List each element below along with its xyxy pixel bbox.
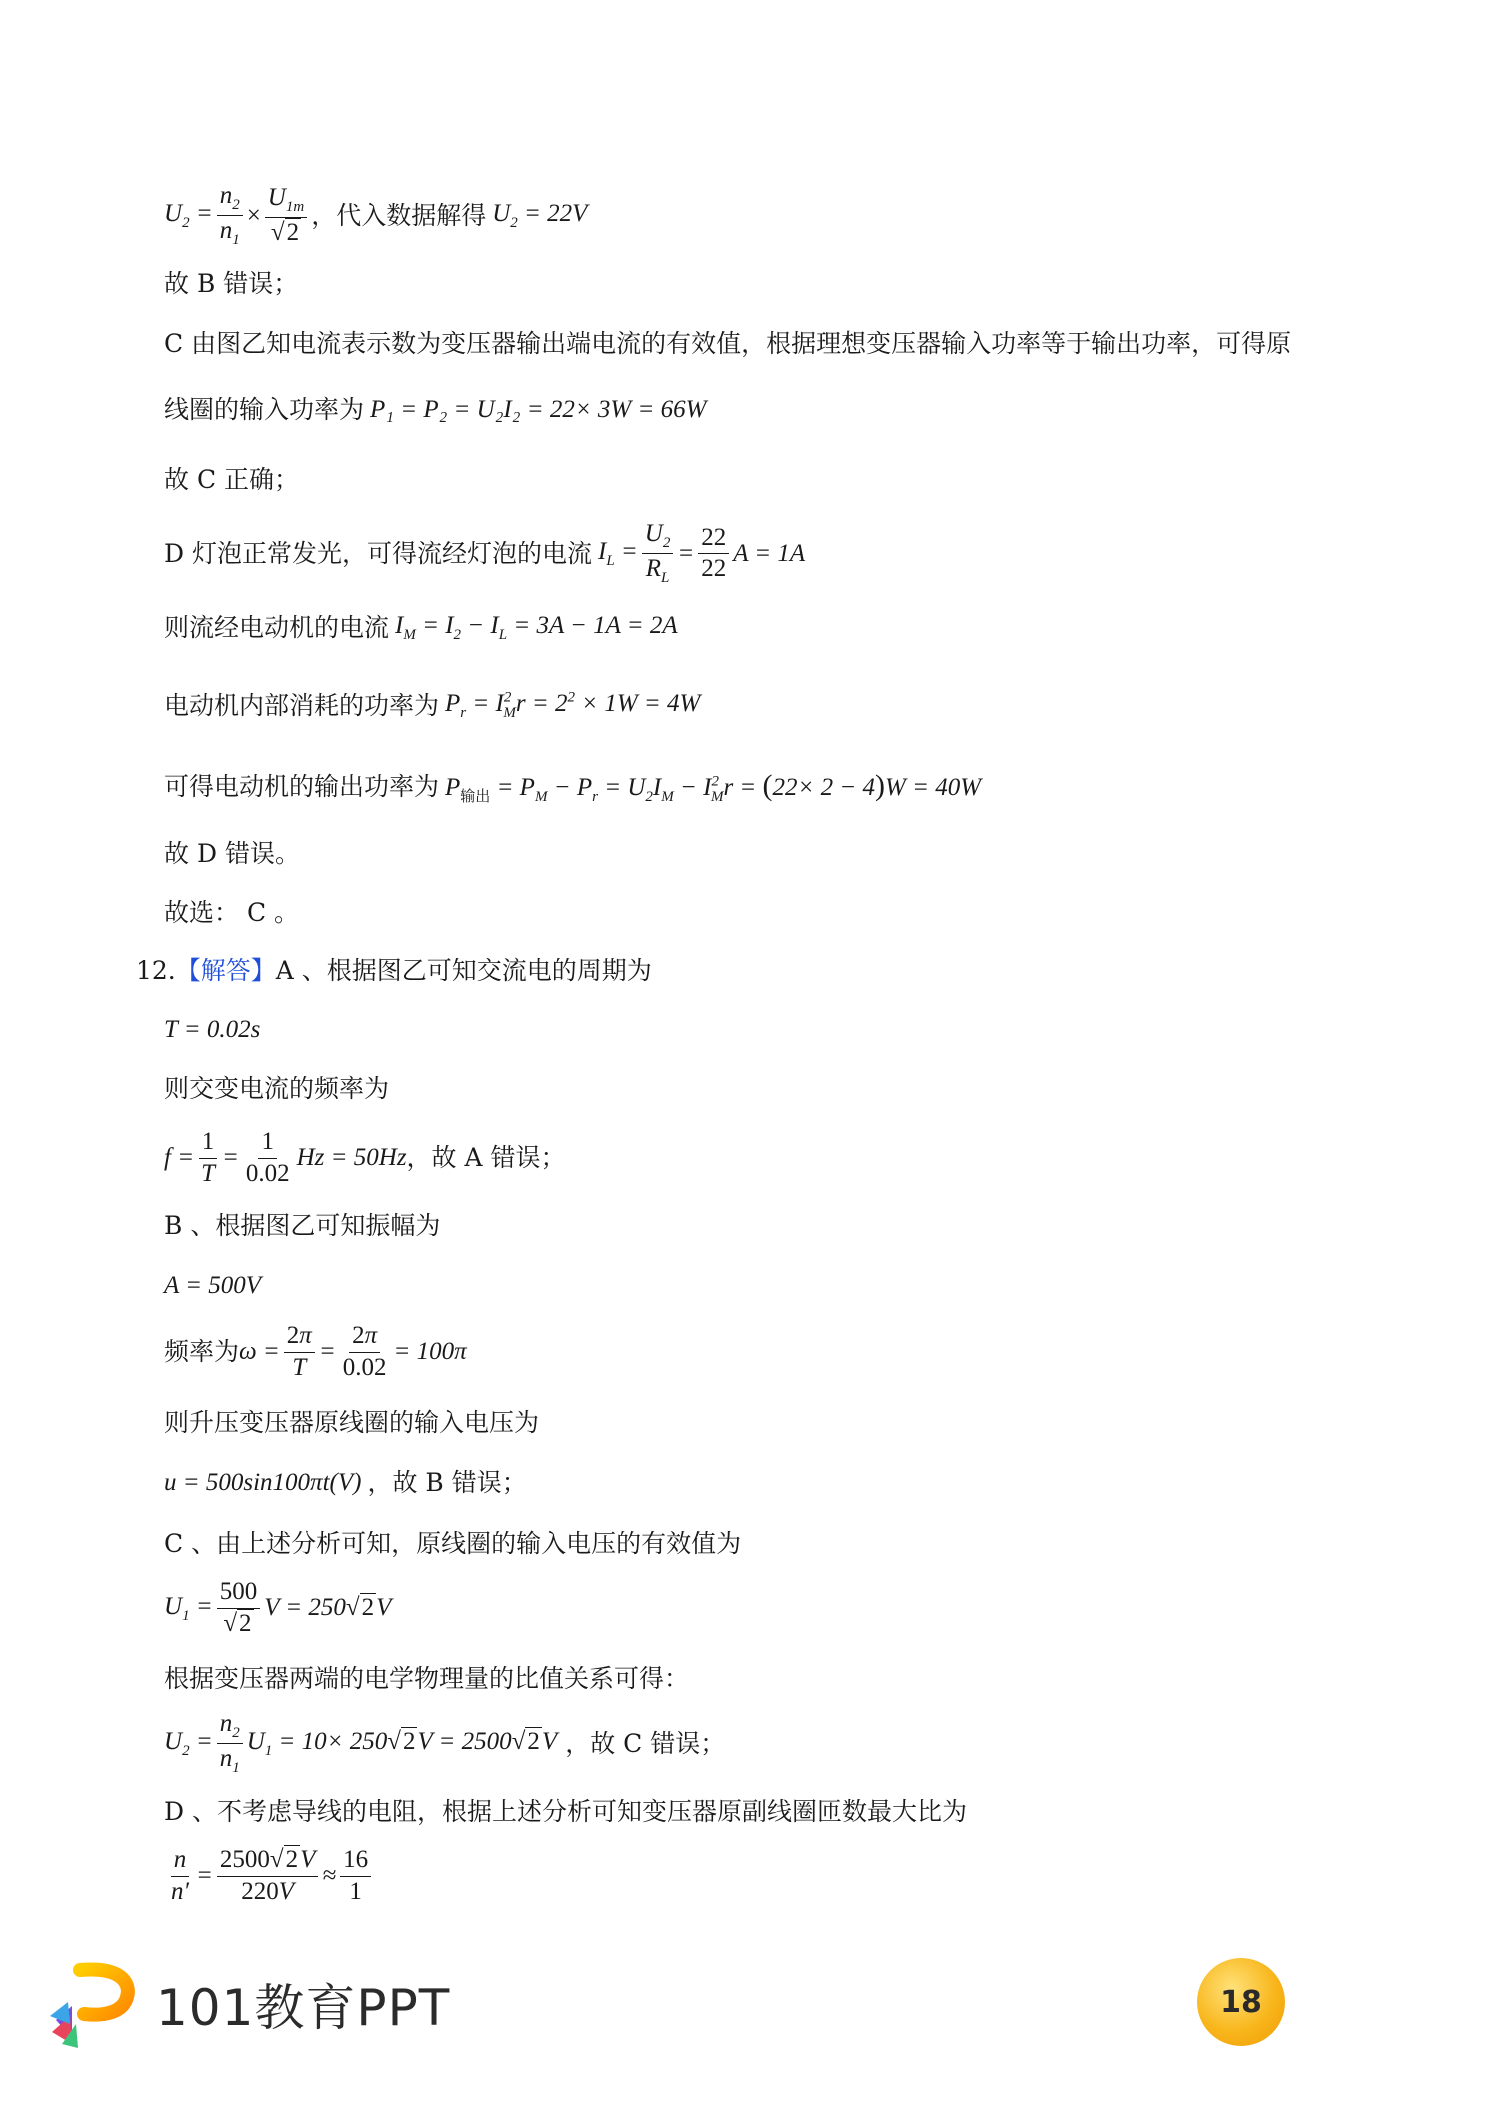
- line-d-wrong: 故 D 错误。: [164, 839, 300, 868]
- line-amplitude: B 、根据图乙可知振幅为: [164, 1211, 441, 1240]
- line-motor-output: 可得电动机的输出功率为 $P_{输出} = P_M - P_r = U_2I_M - I^2_Mr = (22\times 2 - 4)W = 40W$: [164, 769, 982, 805]
- eq-amplitude: A = 500V: [164, 1272, 261, 1299]
- eq-u-line: u = 500sin100πt(V) ，故 B 错误；: [164, 1468, 527, 1497]
- line-lamp-current: D 灯泡正常发光，可得流经灯泡的电流 $I_L$ = $\frac{U_2}{R_L}$ = $\frac{22}{22}$ A = 1A: [164, 520, 806, 587]
- logo-icon: [50, 1958, 140, 2050]
- line-motor-current: 则流经电动机的电流 $I_M = I_2 - I_L = 3A - 1A = 2A$: [164, 612, 678, 643]
- eq-omega-line: 频率为 ω = $\frac{2\pi}{T}$ = $\frac{2\pi}{0.02}$ = 100π: [164, 1322, 467, 1381]
- line-primary-voltage: 则升压变压器原线圈的输入电压为: [164, 1408, 540, 1437]
- line-turns-ratio: D 、不考虑导线的电阻，根据上述分析可知变压器原副线圈匝数最大比为: [164, 1797, 967, 1826]
- line-ratio-relation: 根据变压器两端的电学物理量的比值关系可得：: [164, 1664, 690, 1693]
- eq-u2-line: $U_2$ = $\frac{n_2}{n_1}$ × $\frac{U_{1m}}{√2}$ ，代入数据解得 $U_2 = 22V$: [164, 182, 588, 249]
- line-effective-value: C 、由上述分析可知，原线圈的输入电压的有效值为: [164, 1529, 742, 1558]
- eq-turns-line: $\frac{n}{n'}$ = $\frac{2500√2V}{220V}$ ≈ $\frac{16}{1}$: [164, 1846, 375, 1907]
- eq-u1-line: $U_1$ = $\frac{500}{√2}$ V = 250√2V: [164, 1578, 392, 1637]
- line-c-correct: 故 C 正确；: [164, 465, 300, 494]
- line-c-analysis: C 由图乙知电流表示数为变压器输出端电流的有效值，根据理想变压器输入功率等于输出功率，可得原: [164, 329, 1292, 358]
- eq-period: T = 0.02s: [164, 1016, 261, 1043]
- line-input-power: 线圈的输入功率为 P₁ = P₂ = U₂I₂ = 22× 3W = 66W: [164, 394, 706, 427]
- line-b-wrong: 故 B 错误；: [164, 269, 299, 298]
- eq-power: P₁ = P₂ = U₂I₂ = 22× 3W = 66W: [370, 396, 707, 423]
- line-motor-loss: 电动机内部消耗的功率为 $P_r = I^2_Mr = 2^2 \times 1W = 4W$: [164, 689, 701, 721]
- logo-text: 101教育PPT: [156, 1979, 451, 2037]
- eq-u2b-line: $U_2$ = $\frac{n_2}{n_1}$ $U_1 = 10\times 250√2V = 2500√2V$ ，故 C 错误；: [164, 1710, 726, 1777]
- line-frequency: 则交变电流的频率为: [164, 1074, 390, 1103]
- brand-logo: [50, 1958, 450, 2050]
- line-choice: 故选： C 。: [164, 898, 300, 927]
- page-number-badge: 18: [1197, 1958, 1285, 2046]
- line1-text: ，代入数据解得: [311, 200, 487, 230]
- eq-freq-line: f = $\frac{1}{T}$ = $\frac{1}{0.02}$ Hz = 50Hz ，故 A 错误；: [164, 1128, 566, 1187]
- jieda-tag: 【解答】: [175, 956, 276, 985]
- q12-header: 12. 【解答】 A 、根据图乙可知交流电的周期为: [136, 955, 652, 988]
